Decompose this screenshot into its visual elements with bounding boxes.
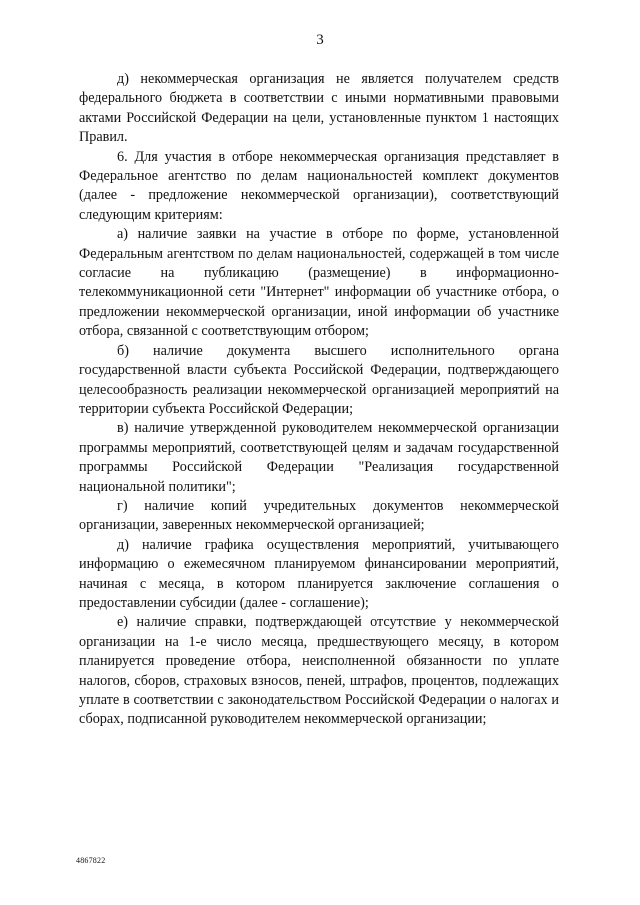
paragraph-b-regional-document: б) наличие документа высшего исполнительного органа государственной власти субъекта Российской Федерации, подтверждающего целесообразность реализации некоммерческой организацией мероприятий на территории субъекта Российской Федерации;: [79, 342, 559, 417]
paragraph-6-participation: 6. Для участия в отборе некоммерческая организация представляет в Федеральное агентство по делам национальностей комплект документов (далее - предложение некоммерческой организации), соответствующий следующим критериям:: [79, 148, 559, 223]
document-body: [79, 70, 559, 730]
paragraph-a-application: а) наличие заявки на участие в отборе по форме, установленной Федеральным агентством по делам национальностей, содержащей в том числе согласие на публикацию (размещение) в информационно-телекоммуникационной сети "Интернет" информации об участнике отбора, о предложении некоммерческой организации, иной информации об участнике отбора, связанной с соответствующим отбором;: [79, 226, 559, 340]
paragraph-d-schedule: д) наличие графика осуществления мероприятий, учитывающего информацию о ежемесячном планируемом финансировании мероприятий, начиная с месяца, в котором планируется заключение соглашения о предоставлении субсидии (далее - соглашение);: [79, 536, 559, 611]
document-code: 4867822: [76, 856, 106, 865]
paragraph-e-tax-certificate: е) наличие справки, подтверждающей отсутствие у некоммерческой организации на 1-е число месяца, предшествующего месяцу, в котором планируется проведение отбора, неисполненной обязанности по уплате налогов, сборов, страховых взносов, пеней, штрафов, процентов, подлежащих уплате в соответствии с законодательством Российской Федерации о налогах и сборах, подписанной руководителем некоммерческой организации;: [79, 614, 559, 728]
paragraph-v-program: в) наличие утвержденной руководителем некоммерческой организации программы мероприятий, соответствующей целям и задачам государственной программы Российской Федерации "Реализация государственной национальной политики";: [79, 420, 559, 495]
paragraph-d-budget: д) некоммерческая организация не является получателем средств федерального бюджета в соответствии с иными нормативными правовыми актами Российской Федерации на цели, установленные пунктом 1 настоящих Правил.: [79, 71, 559, 146]
paragraph-g-founding-documents: г) наличие копий учредительных документов некоммерческой организации, заверенных некоммерческой организацией;: [79, 497, 559, 534]
page-number: 3: [316, 32, 324, 48]
